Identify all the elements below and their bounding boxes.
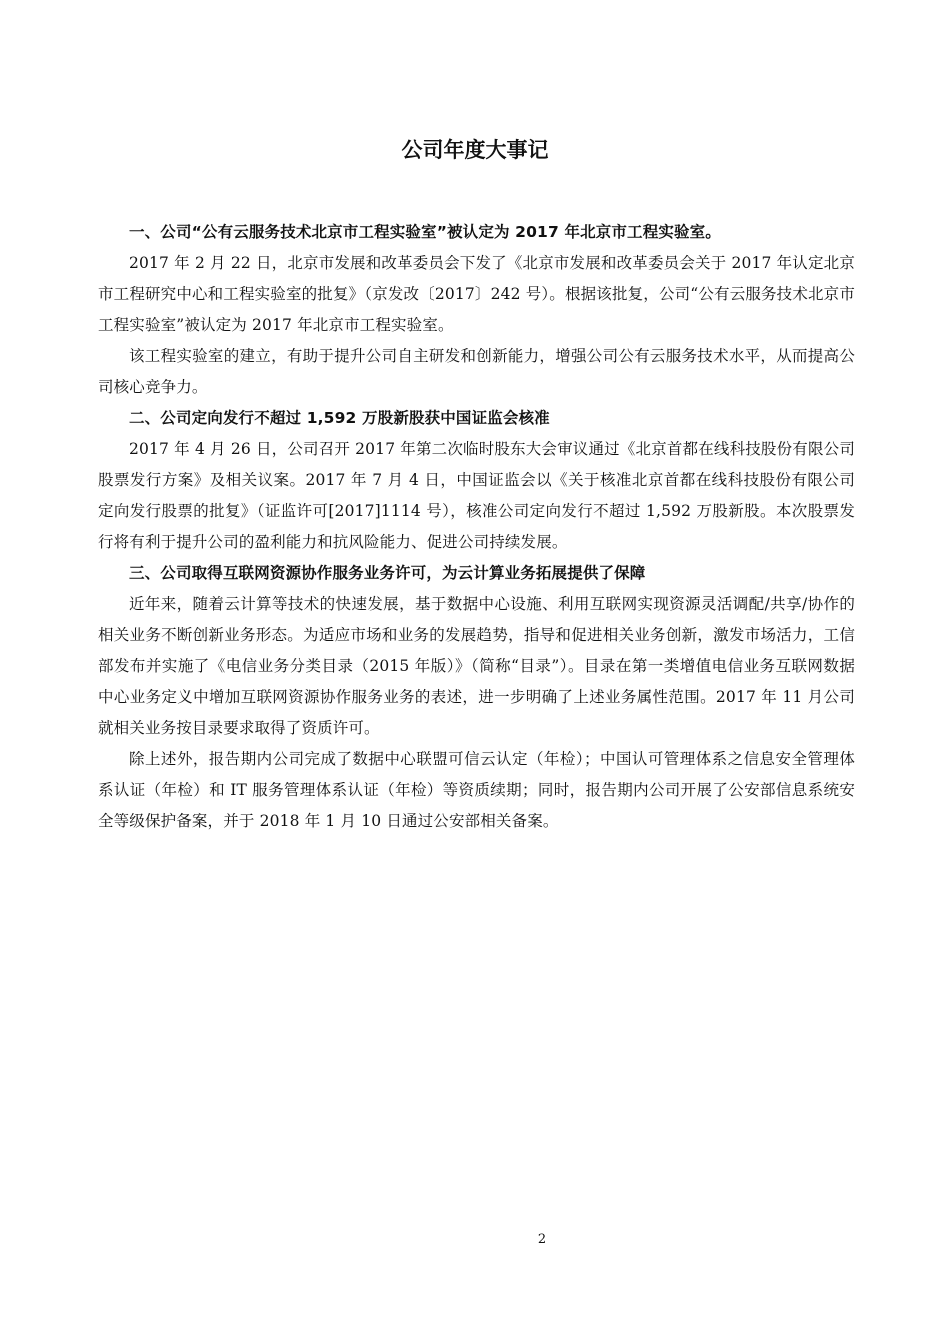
page-number: 2: [537, 1232, 547, 1247]
section-3-paragraph-1: 近年来，随着云计算等技术的快速发展，基于数据中心设施、利用互联网实现资源灵活调配/共享/协作的相关业务不断创新业务形态。为适应市场和业务的发展趋势，指导和促进相关业务创新，激发市场活力，工信部发布并实施了《电信业务分类目录（2015 年版）》（简称“目录”）。目录在第一类增值电信业务互联网数据中心业务定义中增加互联网资源协作服务业务的表述，进一步明确了上述业务属性范围。2017 年 11 月公司就相关业务按目录要求取得了资质许可。: [98, 595, 855, 737]
section-heading-3: 三、公司取得互联网资源协作服务业务许可，为云计算业务拓展提供了保障: [129, 564, 646, 582]
section-3-paragraph-2: 除上述外，报告期内公司完成了数据中心联盟可信云认定（年检）；中国认可管理体系之信息安全管理体系认证（年检）和 IT 服务管理体系认证（年检）等资质续期；同时，报告期内公司开展了公安部信息系统安全等级保护备案，并于 2018 年 1 月 10 日通过公安部相关备案。: [98, 750, 855, 830]
section-2-paragraph-1: 2017 年 4 月 26 日，公司召开 2017 年第二次临时股东大会审议通过《北京首都在线科技股份有限公司股票发行方案》及相关议案。2017 年 7 月 4 日，中国证监会以《关于核准北京首都在线科技股份有限公司定向发行股票的批复》（证监许可[2017]1114 号），核准公司定向发行不超过 1,592 万股新股。本次股票发行将有利于提升公司的盈利能力和抗风险能力、促进公司持续发展。: [98, 440, 855, 551]
section-1-paragraph-2: 该工程实验室的建立，有助于提升公司自主研发和创新能力，增强公司公有云服务技术水平，从而提高公司核心竞争力。: [98, 347, 855, 396]
page-title: 公司年度大事记: [401, 138, 549, 162]
section-1-paragraph-1: 2017 年 2 月 22 日，北京市发展和改革委员会下发了《北京市发展和改革委员会关于 2017 年认定北京市工程研究中心和工程实验室的批复》（京发改〔2017〕242 号）。根据该批复，公司“公有云服务技术北京市工程实验室”被认定为 2017 年北京市工程实验室。: [98, 254, 855, 334]
section-heading-2: 二、公司定向发行不超过 1,592 万股新股获中国证监会核准: [129, 409, 550, 427]
document-body: [98, 217, 855, 837]
section-heading-1: 一、公司“公有云服务技术北京市工程实验室”被认定为 2017 年北京市工程实验室。: [129, 223, 721, 241]
